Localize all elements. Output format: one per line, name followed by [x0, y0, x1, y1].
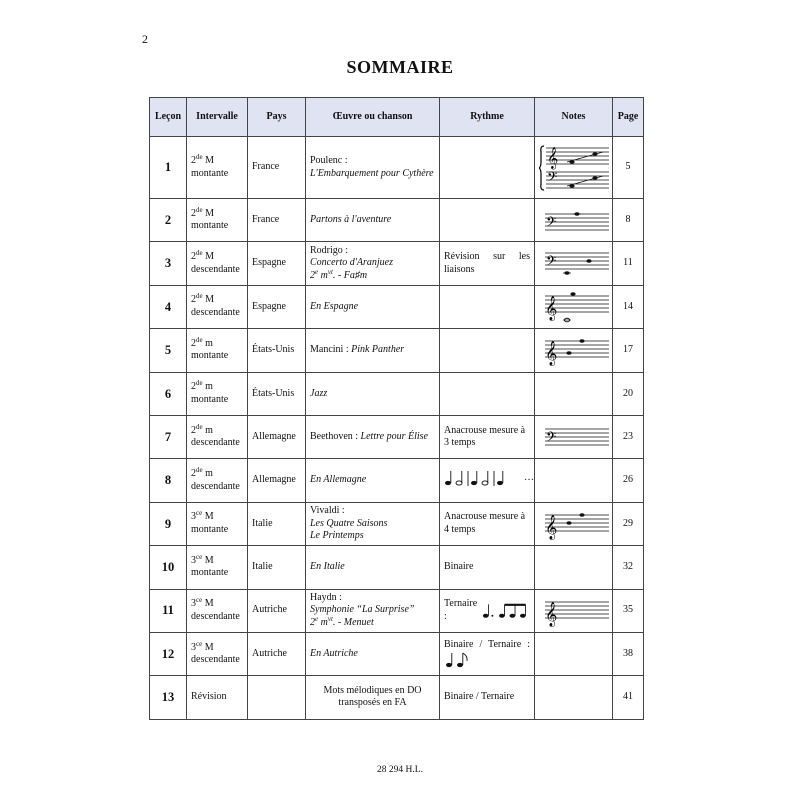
header-page: Page — [613, 98, 644, 137]
page-ref: 26 — [613, 459, 644, 502]
work-cell: Poulenc : L'Embarquement pour Cythère — [306, 137, 440, 199]
rhythm-cell — [440, 285, 535, 328]
lecon-number: 2 — [150, 199, 187, 242]
work-cell: En Espagne — [306, 285, 440, 328]
page-ref: 5 — [613, 137, 644, 199]
table-row — [150, 329, 644, 372]
table-row — [150, 459, 644, 502]
rhythm-cell: Anacrouse mesure à 4 temps — [440, 502, 535, 545]
svg-text:𝄞: 𝄞 — [545, 341, 558, 366]
rhythm-cell — [440, 199, 535, 242]
rhythm-cell: Anacrouse mesure à 3 temps — [440, 415, 535, 458]
interval-cell: 2de M descendante — [187, 242, 248, 285]
table-row — [150, 502, 644, 545]
rhythm-cell — [440, 329, 535, 372]
interval-cell: $3^{ce}$ M montante — [187, 502, 248, 545]
country-cell: Autriche — [248, 589, 306, 632]
work-cell: Rodrigo : Concerto d'Aranjuez 2e $m^{vt}$. - Fa♯m — [306, 242, 440, 285]
treble-clef-staff-icon — [539, 507, 611, 541]
notes-cell — [535, 502, 613, 545]
country-cell: France — [248, 137, 306, 199]
header-notes: Notes — [535, 98, 613, 137]
table-row — [150, 546, 644, 589]
lecon-number: 12 — [150, 632, 187, 675]
interval-cell: 2de m montante — [187, 329, 248, 372]
svg-text:𝄢: 𝄢 — [546, 214, 557, 234]
page-number: 2 — [142, 32, 148, 46]
table-row — [150, 372, 644, 415]
notes-cell — [535, 415, 613, 458]
work-cell: Beethoven : Lettre pour Élise — [306, 415, 440, 458]
treble-clef-staff-icon — [539, 594, 611, 628]
footer-code: 28 294 H.L. — [377, 765, 423, 775]
page-ref: 23 — [613, 415, 644, 458]
work-cell: En Italie — [306, 546, 440, 589]
country-cell: Autriche — [248, 632, 306, 675]
country-cell — [248, 676, 306, 719]
table-row — [150, 676, 644, 719]
work-cell: Jazz — [306, 372, 440, 415]
interval-cell: $3^{ce}$ M montante — [187, 546, 248, 589]
country-cell: Italie — [248, 502, 306, 545]
interval-cell: Révision — [187, 676, 248, 719]
svg-text:𝄢: 𝄢 — [547, 168, 558, 188]
interval-cell: 2de m descendante — [187, 459, 248, 502]
header-oeuvre: Œuvre ou chanson — [306, 98, 440, 137]
lecon-number: 3 — [150, 242, 187, 285]
page-ref: 41 — [613, 676, 644, 719]
page-ref: 35 — [613, 589, 644, 632]
notes-cell — [535, 632, 613, 675]
rhythm-notes-icon — [444, 651, 474, 669]
country-cell: Allemagne — [248, 415, 306, 458]
page-ref: 14 — [613, 285, 644, 328]
bass-clef-staff-icon — [539, 205, 611, 235]
lecon-number: 7 — [150, 415, 187, 458]
rhythm-cell: Binaire / Ternaire — [440, 676, 535, 719]
rhythm-cell — [440, 137, 535, 199]
interval-cell: 2de m montante — [187, 372, 248, 415]
notes-cell — [535, 459, 613, 502]
table-row — [150, 137, 644, 199]
grand-staff-icon — [539, 142, 611, 194]
table-row — [150, 589, 644, 632]
lecon-number: 4 — [150, 285, 187, 328]
svg-text:𝄞: 𝄞 — [547, 146, 559, 169]
lecon-number: 5 — [150, 329, 187, 372]
lecon-number: 6 — [150, 372, 187, 415]
country-cell: Allemagne — [248, 459, 306, 502]
treble-clef-staff-icon — [539, 333, 611, 367]
notes-cell — [535, 372, 613, 415]
svg-text:𝄞: 𝄞 — [545, 295, 558, 320]
notes-cell — [535, 285, 613, 328]
notes-cell — [535, 676, 613, 719]
rhythm-cell: Révision sur les liaisons — [440, 242, 535, 285]
work-cell: Vivaldi : Les Quatre Saisons Le Printemps — [306, 502, 440, 545]
notes-cell — [535, 137, 613, 199]
interval-cell: $3^{ce}$ M descendante — [187, 589, 248, 632]
work-cell: Mancini : Pink Panther — [306, 329, 440, 372]
notes-cell — [535, 242, 613, 285]
page-ref: 17 — [613, 329, 644, 372]
lecon-number: 10 — [150, 546, 187, 589]
notes-cell — [535, 329, 613, 372]
bass-clef-staff-icon — [539, 246, 611, 282]
notes-cell — [535, 199, 613, 242]
rhythm-cell: Ternaire : — [440, 589, 535, 632]
country-cell: Italie — [248, 546, 306, 589]
interval-cell: 2de M montante — [187, 137, 248, 199]
work-cell: Haydn : Symphonie “La Surprise” 2e $m^{vt}$. - Menuet — [306, 589, 440, 632]
table-row — [150, 632, 644, 675]
svg-text:𝄞: 𝄞 — [545, 514, 558, 539]
country-cell: France — [248, 199, 306, 242]
page-ref: 29 — [613, 502, 644, 545]
page-ref: 20 — [613, 372, 644, 415]
country-cell: Espagne — [248, 242, 306, 285]
interval-cell: $3^{ce}$ M descendante — [187, 632, 248, 675]
lecon-number: 1 — [150, 137, 187, 199]
notes-cell — [535, 589, 613, 632]
page-ref: 11 — [613, 242, 644, 285]
header-pays: Pays — [248, 98, 306, 137]
svg-text:𝄢: 𝄢 — [546, 252, 557, 272]
work-cell: En Allemagne — [306, 459, 440, 502]
contents-table — [149, 97, 644, 720]
svg-text:𝄞: 𝄞 — [545, 601, 558, 626]
page-title: SOMMAIRE — [346, 57, 454, 77]
header-row — [150, 98, 644, 137]
work-cell: Partons à l'aventure — [306, 199, 440, 242]
page-ref: 38 — [613, 632, 644, 675]
work-cell: Mots mélodiques en DO transposés en FA — [306, 676, 440, 719]
table-row — [150, 285, 644, 328]
interval-cell: 2de m descendante — [187, 415, 248, 458]
treble-clef-staff-icon — [539, 288, 611, 326]
page-ref: 8 — [613, 199, 644, 242]
rhythm-cell: … — [440, 459, 535, 502]
rhythm-cell: Binaire — [440, 546, 535, 589]
rhythm-cell — [440, 372, 535, 415]
work-cell: En Autriche — [306, 632, 440, 675]
lecon-number: 13 — [150, 676, 187, 719]
lecon-number: 8 — [150, 459, 187, 502]
header-lecon: Leçon — [150, 98, 187, 137]
svg-text:𝄢: 𝄢 — [546, 429, 557, 449]
header-intervalle: Intervalle — [187, 98, 248, 137]
bass-clef-staff-icon — [539, 423, 611, 451]
lecon-number: 11 — [150, 589, 187, 632]
table-row — [150, 415, 644, 458]
header-rythme: Rythme — [440, 98, 535, 137]
table-row — [150, 242, 644, 285]
lecon-number: 9 — [150, 502, 187, 545]
country-cell: Espagne — [248, 285, 306, 328]
country-cell: États-Unis — [248, 329, 306, 372]
table-row — [150, 199, 644, 242]
rhythm-cell: Binaire / Ternaire : — [440, 632, 535, 675]
notes-cell — [535, 546, 613, 589]
interval-cell: 2de M descendante — [187, 285, 248, 328]
rhythm-notes-icon — [444, 469, 524, 487]
page-ref: 32 — [613, 546, 644, 589]
interval-cell: 2de M montante — [187, 199, 248, 242]
rhythm-notes-icon — [481, 601, 530, 621]
country-cell: États-Unis — [248, 372, 306, 415]
